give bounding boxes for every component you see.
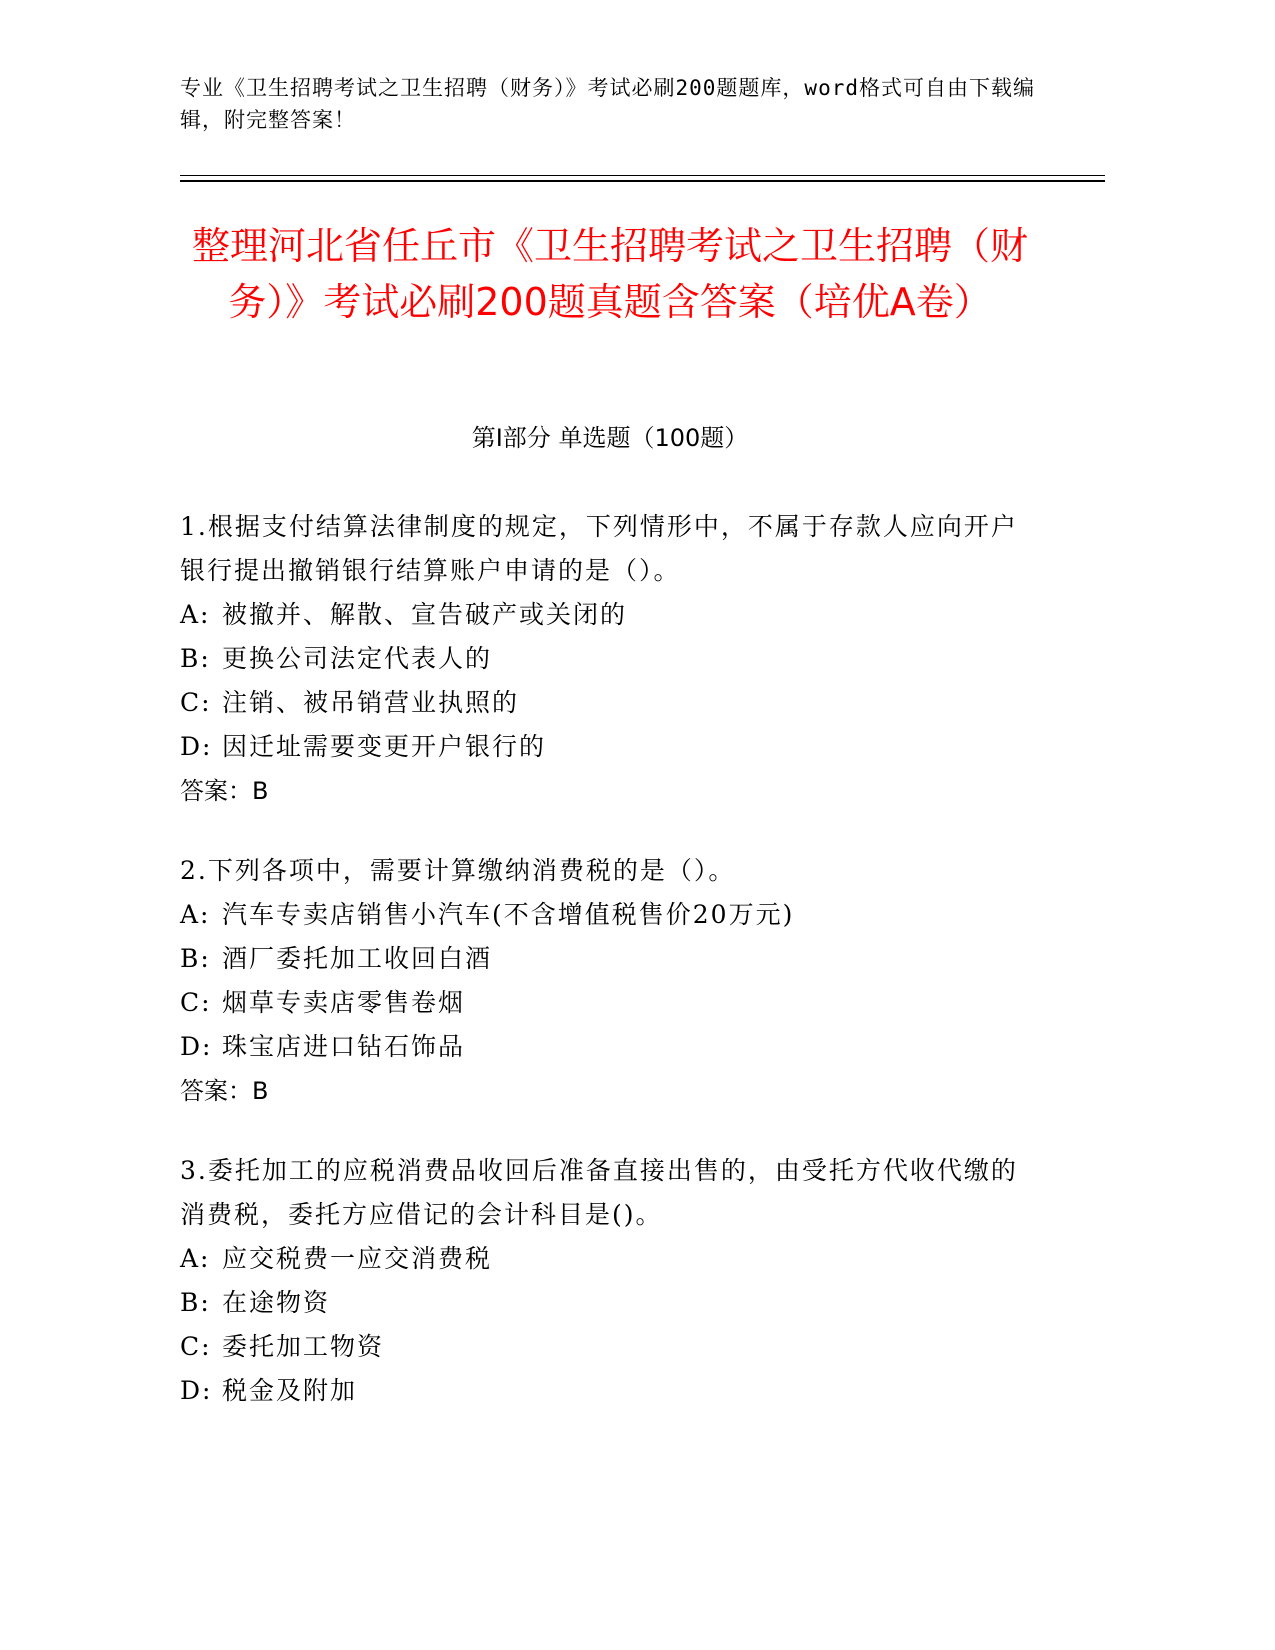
option-b — [180, 1281, 1040, 1325]
option-letter: A: — [180, 1244, 211, 1273]
question-3 — [180, 1149, 1040, 1413]
header-note: 专业《卫生招聘考试之卫生招聘（财务）》考试必刷200题题库，word格式可自由下载编辑，附完整答案！ — [180, 76, 1035, 132]
option-letter: D: — [180, 732, 213, 761]
section-title: 第I部分 单选题（100题） — [471, 424, 749, 452]
option-letter: A: — [180, 900, 211, 929]
option-letter: D: — [180, 1376, 213, 1405]
option-text: 应交税费一应交消费税 — [222, 1244, 493, 1273]
option-text: 被撤并、解散、宣告破产或关闭的 — [222, 600, 628, 629]
option-letter: C: — [180, 988, 212, 1017]
option-a — [180, 893, 1040, 937]
option-text: 更换公司法定代表人的 — [222, 644, 493, 673]
option-text: 税金及附加 — [222, 1376, 358, 1405]
option-c — [180, 981, 1040, 1025]
question-stem: 1.根据支付结算法律制度的规定，下列情形中，不属于存款人应向开户银行提出撤销银行结算账户申请的是（）。 — [180, 512, 1018, 585]
option-letter: D: — [180, 1032, 213, 1061]
answer-line: 答案：B — [180, 1077, 269, 1105]
option-letter: C: — [180, 1332, 212, 1361]
option-text: 珠宝店进口钻石饰品 — [222, 1032, 466, 1061]
option-a — [180, 1237, 1040, 1281]
option-letter: B: — [180, 944, 211, 973]
option-d — [180, 725, 1040, 769]
question-1 — [180, 505, 1040, 813]
option-letter: A: — [180, 600, 211, 629]
option-b — [180, 937, 1040, 981]
header-divider-thick — [180, 180, 1105, 182]
option-text: 烟草专卖店零售卷烟 — [222, 988, 466, 1017]
header-divider-thin — [180, 175, 1105, 176]
question-list — [180, 505, 1040, 1449]
option-text: 酒厂委托加工收回白酒 — [222, 944, 493, 973]
answer-line: 答案：B — [180, 777, 269, 805]
option-d — [180, 1369, 1040, 1413]
option-text: 委托加工物资 — [222, 1332, 385, 1361]
question-stem: 3.委托加工的应税消费品收回后准备直接出售的，由受托方代收代缴的消费税，委托方应借记的会计科目是()。 — [180, 1156, 1018, 1229]
option-c — [180, 1325, 1040, 1369]
option-letter: C: — [180, 688, 212, 717]
option-text: 在途物资 — [222, 1288, 331, 1317]
option-text: 因迁址需要变更开户银行的 — [222, 732, 547, 761]
option-c — [180, 681, 1040, 725]
document-title: 整理河北省任丘市《卫生招聘考试之卫生招聘（财务）》考试必刷200题真题含答案（培优A卷） — [191, 224, 1028, 324]
question-stem: 2.下列各项中，需要计算缴纳消费税的是（）。 — [180, 856, 736, 885]
option-text: 注销、被吊销营业执照的 — [222, 688, 520, 717]
option-b — [180, 637, 1040, 681]
option-d — [180, 1025, 1040, 1069]
option-a — [180, 593, 1040, 637]
option-text: 汽车专卖店销售小汽车(不含增值税售价20万元) — [222, 900, 795, 929]
question-2 — [180, 849, 1040, 1113]
option-letter: B: — [180, 1288, 211, 1317]
option-letter: B: — [180, 644, 211, 673]
